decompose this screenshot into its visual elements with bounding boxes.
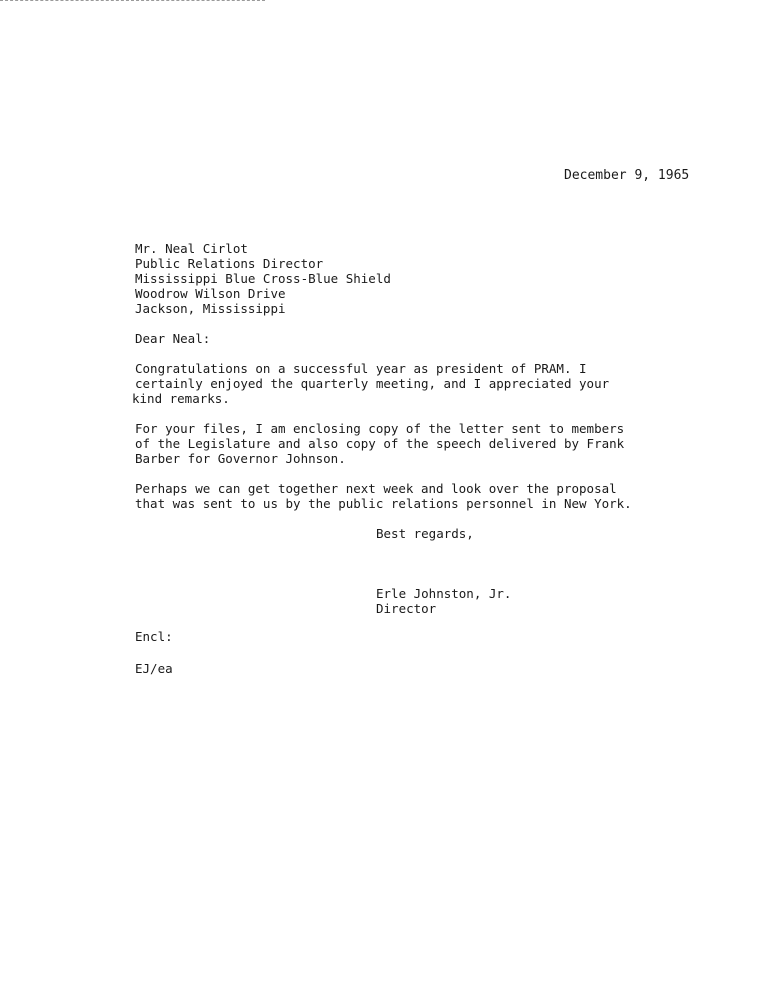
recipient-address <box>135 241 391 316</box>
salutation: Dear Neal: <box>135 331 211 346</box>
reference-initials: EJ/ea <box>135 661 173 676</box>
paragraph-line: Barber for Governor Johnson. <box>135 451 346 466</box>
address-line: Jackson, Mississippi <box>135 301 286 316</box>
paragraph-line: that was sent to us by the public relations personnel in New York. <box>135 496 632 511</box>
paragraph-line: For your files, I am enclosing copy of the letter sent to members <box>135 421 625 436</box>
paragraph-line: Congratulations on a successful year as president of PRAM. I <box>135 361 587 376</box>
address-line: Woodrow Wilson Drive <box>135 286 286 301</box>
letter-date: December 9, 1965 <box>564 168 690 183</box>
paragraph-line: Perhaps we can get together next week and look over the proposal <box>135 481 617 496</box>
complimentary-closing: Best regards, <box>376 526 474 541</box>
signer-name: Erle Johnston, Jr. <box>376 586 512 601</box>
signature-block <box>376 586 511 616</box>
address-line: Public Relations Director <box>135 256 324 271</box>
signer-title: Director <box>376 601 437 616</box>
paragraph-proposal <box>135 481 632 511</box>
paragraph-congratulations <box>132 361 610 406</box>
scan-edge-mark <box>0 0 265 1</box>
paragraph-line: kind remarks. <box>132 391 230 406</box>
address-line: Mississippi Blue Cross-Blue Shield <box>135 271 391 286</box>
enclosure-notation: Encl: <box>135 629 173 644</box>
paragraph-line: certainly enjoyed the quarterly meeting, and I appreciated your <box>135 376 610 391</box>
address-line: Mr. Neal Cirlot <box>135 241 248 256</box>
paragraph-enclosures <box>135 421 624 466</box>
paragraph-line: of the Legislature and also copy of the speech delivered by Frank <box>135 436 625 451</box>
